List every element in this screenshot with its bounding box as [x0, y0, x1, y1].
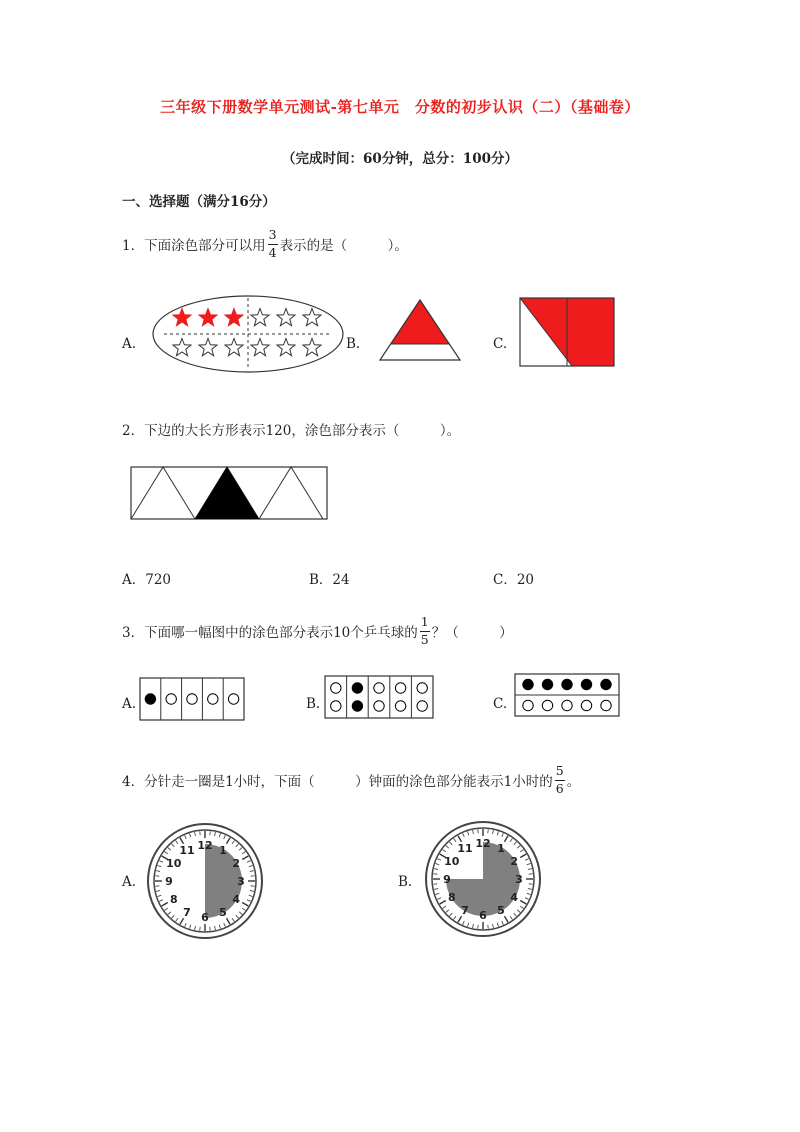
q4-frac-num: 5: [555, 763, 564, 778]
question-2: 2．下边的大长方形表示120，涂色部分表示（ ）。: [122, 423, 461, 439]
q1-text-before: 1．下面涂色部分可以用: [122, 238, 266, 254]
q3-fraction: [420, 616, 430, 646]
q1-frac-num: 3: [268, 227, 277, 242]
empty-ball-icon: [395, 683, 405, 693]
clock-number: 10: [166, 857, 182, 870]
q3-option-a-figure[interactable]: [139, 677, 245, 721]
clock-number: 10: [444, 855, 460, 868]
q1-fraction: [268, 229, 278, 259]
filled-ball-icon: [352, 683, 362, 693]
empty-star-icon: [225, 339, 243, 356]
q2-option-a[interactable]: A．720: [122, 572, 172, 588]
page-title: 三年级下册数学单元测试-第七单元 分数的初步认识（二）（基础卷）: [160, 98, 640, 116]
q4-frac-den: 6: [555, 780, 564, 796]
empty-ball-icon: [228, 694, 238, 704]
empty-ball-icon: [601, 700, 611, 710]
q4-text-after: 。: [566, 774, 581, 790]
clock-number: 2: [510, 855, 519, 868]
q3-frac-num: 1: [420, 614, 429, 629]
clock-number: 6: [479, 909, 487, 922]
q2-option-b[interactable]: B．24: [309, 572, 350, 588]
empty-star-icon: [303, 309, 321, 326]
q3-option-c-figure[interactable]: [514, 673, 620, 717]
clock-number: 1: [497, 841, 505, 855]
empty-star-icon: [277, 309, 295, 326]
clock-number: 12: [197, 839, 213, 852]
clock-number: 9: [443, 873, 451, 886]
section-heading: 一、选择题（满分16分）: [122, 194, 276, 210]
filled-star-icon: [225, 309, 243, 326]
filled-star-icon: [199, 309, 217, 326]
q1-option-a-label: A.: [122, 336, 137, 352]
filled-ball-icon: [601, 679, 611, 689]
clock-number: 11: [457, 841, 473, 855]
question-3: [122, 616, 513, 646]
empty-ball-icon: [374, 701, 384, 711]
q3-option-b-figure[interactable]: [324, 675, 434, 719]
question-4: [122, 765, 580, 795]
clock-number: 8: [169, 893, 178, 906]
clock-number: 7: [461, 904, 469, 918]
empty-ball-icon: [542, 700, 552, 710]
clock-number: 4: [232, 893, 241, 906]
q3-text-before: 3．下面哪一幅图中的涂色部分表示10个乒乓球的: [122, 625, 418, 641]
empty-star-icon: [277, 339, 295, 356]
empty-star-icon: [173, 339, 191, 356]
clock-number: 6: [201, 911, 209, 924]
filled-ball-icon: [523, 679, 533, 689]
q1-option-b-figure[interactable]: [378, 298, 462, 364]
empty-star-icon: [251, 339, 269, 356]
q3-option-c-label: C.: [493, 696, 508, 712]
q3-option-b-label: B.: [306, 696, 321, 712]
filled-ball-icon: [145, 694, 155, 704]
empty-star-icon: [303, 339, 321, 356]
filled-ball-icon: [542, 679, 552, 689]
empty-ball-icon: [417, 683, 427, 693]
empty-star-icon: [199, 339, 217, 356]
filled-ball-icon: [352, 701, 362, 711]
q4-option-a-label: A.: [122, 874, 137, 890]
clock-number: 9: [165, 875, 173, 888]
q3-option-a-label: A.: [122, 696, 137, 712]
q2-figure: [130, 466, 328, 520]
empty-ball-icon: [331, 683, 341, 693]
empty-ball-icon: [208, 694, 218, 704]
q1-option-b-label: B.: [346, 336, 361, 352]
empty-ball-icon: [331, 701, 341, 711]
q1-option-c-label: C.: [493, 336, 508, 352]
clock-number: 3: [515, 873, 523, 886]
q4-fraction: [555, 765, 565, 795]
page-subtitle: （完成时间：60分钟，总分：100分）: [282, 151, 518, 167]
q1-option-a-figure[interactable]: [150, 292, 346, 376]
empty-ball-icon: [166, 694, 176, 704]
q4-option-b-label: B.: [398, 874, 413, 890]
clock-number: 7: [183, 906, 191, 920]
clock-number: 5: [497, 904, 505, 918]
clock-number: 12: [475, 837, 491, 850]
empty-ball-icon: [417, 701, 427, 711]
filled-ball-icon: [581, 679, 591, 689]
empty-star-icon: [251, 309, 269, 326]
empty-ball-icon: [187, 694, 197, 704]
filled-ball-icon: [562, 679, 572, 689]
clock-number: 11: [179, 843, 195, 857]
q4-text-before: 4．分针走一圈是1小时，下面（ ）钟面的涂色部分能表示1小时的: [122, 774, 553, 790]
empty-ball-icon: [523, 700, 533, 710]
q3-frac-den: 5: [420, 631, 429, 647]
clock-number: 5: [219, 906, 227, 920]
q1-frac-den: 4: [268, 244, 277, 260]
clock-number: 8: [447, 891, 456, 904]
question-1: [122, 229, 408, 259]
empty-ball-icon: [562, 700, 572, 710]
clock-number: 1: [219, 843, 227, 857]
q3-text-after: ？（ ）: [431, 625, 513, 641]
empty-ball-icon: [581, 700, 591, 710]
q4-option-b-clock[interactable]: [424, 820, 542, 938]
q1-text-after: 表示的是（ ）。: [279, 238, 408, 254]
empty-ball-icon: [374, 683, 384, 693]
clock-number: 4: [510, 891, 519, 904]
clock-number: 2: [232, 857, 241, 870]
q2-option-c[interactable]: C．20: [493, 572, 535, 588]
empty-ball-icon: [395, 701, 405, 711]
filled-star-icon: [173, 309, 191, 326]
clock-number: 3: [237, 875, 245, 888]
q1-option-c-figure[interactable]: [518, 296, 616, 368]
q4-option-a-clock[interactable]: [146, 822, 264, 940]
